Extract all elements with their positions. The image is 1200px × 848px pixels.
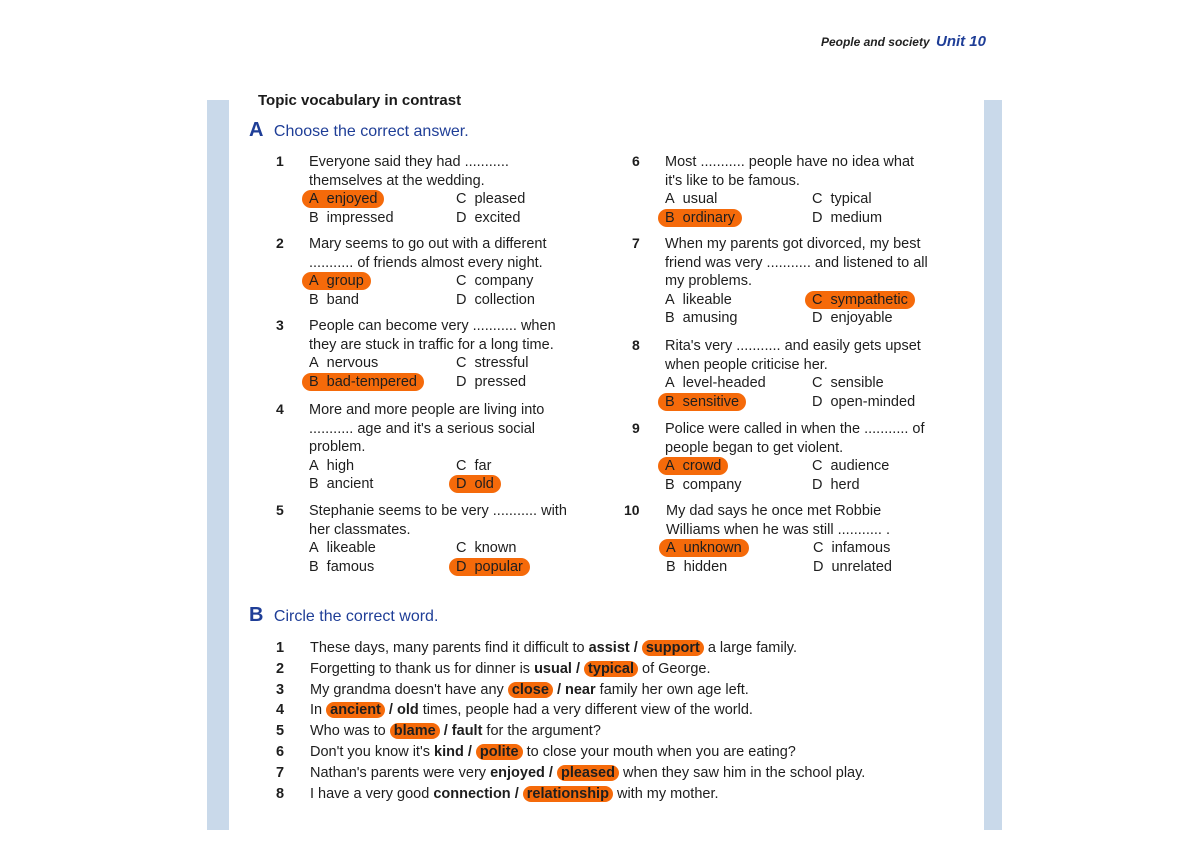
option-b[interactable] bbox=[658, 209, 742, 227]
line-text bbox=[310, 742, 796, 762]
option-text: company bbox=[474, 273, 534, 289]
choice-word-2[interactable]: near bbox=[565, 681, 596, 698]
choice-word-1[interactable]: assist bbox=[588, 640, 630, 656]
option-d[interactable] bbox=[805, 309, 900, 327]
question-number: 9 bbox=[632, 420, 640, 436]
option-c[interactable] bbox=[449, 457, 498, 475]
option-text: usual bbox=[682, 191, 718, 207]
option-letter: B bbox=[309, 291, 319, 308]
header-unit: Unit 10 bbox=[935, 33, 986, 50]
choice-word-2[interactable]: old bbox=[396, 702, 419, 719]
option-letter: A bbox=[309, 355, 319, 371]
line-text-after: with my mother. bbox=[612, 785, 719, 802]
option-a[interactable] bbox=[658, 457, 728, 475]
line-text-after: of George. bbox=[637, 660, 711, 677]
page-title: Topic vocabulary in contrast bbox=[258, 92, 462, 109]
option-a[interactable] bbox=[658, 291, 739, 309]
option-text: crowd bbox=[682, 458, 722, 474]
option-d[interactable] bbox=[449, 209, 527, 227]
question-number: 2 bbox=[276, 235, 284, 251]
line-text bbox=[310, 763, 865, 783]
option-text: sensitive bbox=[682, 393, 740, 410]
question-stem: Mary seems to go out with a different ........... of friends almost every night. bbox=[309, 236, 547, 271]
option-text: herd bbox=[830, 476, 860, 493]
line-text-after: when they saw him in the school play. bbox=[618, 764, 866, 781]
option-d[interactable] bbox=[805, 476, 867, 494]
question-number: 3 bbox=[276, 317, 284, 333]
question-number: 10 bbox=[624, 502, 640, 518]
option-d[interactable] bbox=[449, 558, 530, 576]
option-c[interactable] bbox=[449, 190, 532, 208]
question-number: 1 bbox=[276, 153, 284, 169]
line-text-after: to close your mouth when you are eating? bbox=[522, 744, 796, 760]
option-letter: B bbox=[665, 209, 675, 226]
line-text-before: These days, many parents find it difficult to bbox=[310, 640, 589, 656]
choice-word-1[interactable]: connection bbox=[433, 785, 511, 802]
option-letter: D bbox=[812, 310, 823, 326]
option-c[interactable] bbox=[805, 190, 879, 208]
option-b[interactable] bbox=[302, 558, 381, 576]
option-b[interactable] bbox=[658, 393, 746, 411]
option-a[interactable] bbox=[658, 374, 773, 392]
choice-word-2[interactable]: fault bbox=[451, 723, 483, 740]
option-text: high bbox=[326, 457, 355, 474]
option-letter: D bbox=[812, 476, 823, 493]
header-text: People and society bbox=[820, 35, 930, 49]
option-d[interactable] bbox=[806, 558, 899, 576]
question-number: 8 bbox=[632, 337, 640, 353]
option-a[interactable] bbox=[302, 457, 361, 475]
option-letter: D bbox=[456, 373, 467, 390]
question-stem: Everyone said they had ........... themselves at the wedding. bbox=[309, 154, 509, 189]
choice-separator: / bbox=[544, 764, 557, 781]
option-text: far bbox=[474, 457, 492, 474]
option-text: infamous bbox=[831, 540, 891, 556]
question-stem: Most ........... people have no idea what it's like to be famous. bbox=[665, 154, 915, 189]
option-text: famous bbox=[326, 558, 375, 575]
option-c[interactable] bbox=[806, 539, 897, 557]
line-text-after: times, people had a very different view of the world. bbox=[418, 702, 753, 719]
option-text: group bbox=[326, 273, 364, 289]
line-text bbox=[310, 700, 753, 720]
option-letter: C bbox=[812, 458, 823, 474]
option-b[interactable] bbox=[302, 209, 401, 227]
option-text: impressed bbox=[326, 209, 394, 226]
line-number: 7 bbox=[276, 764, 285, 781]
option-d[interactable] bbox=[449, 291, 542, 309]
option-d[interactable] bbox=[449, 373, 533, 391]
option-text: medium bbox=[830, 209, 883, 226]
running-header bbox=[821, 33, 986, 50]
option-letter: B bbox=[666, 558, 676, 575]
question-number: 7 bbox=[632, 235, 640, 251]
option-b[interactable] bbox=[302, 291, 366, 309]
option-text: stressful bbox=[474, 355, 529, 371]
choice-word-1[interactable]: blame bbox=[390, 723, 440, 739]
line-text-before: In bbox=[310, 702, 327, 719]
option-letter: D bbox=[813, 558, 824, 575]
option-letter: D bbox=[456, 558, 467, 575]
option-text: ancient bbox=[326, 476, 374, 492]
line-number: 8 bbox=[276, 785, 285, 802]
choice-word-2[interactable]: relationship bbox=[523, 786, 613, 802]
option-text: popular bbox=[474, 558, 523, 575]
option-letter: D bbox=[812, 209, 823, 226]
line-text-before: Don't you know it's bbox=[310, 744, 435, 760]
section-b-heading bbox=[249, 604, 438, 627]
option-text: excited bbox=[474, 209, 521, 226]
option-text: typical bbox=[830, 191, 872, 207]
question-stem: Stephanie seems to be very ........... with her classmates. bbox=[309, 503, 567, 538]
line-number: 6 bbox=[276, 744, 285, 760]
option-letter: A bbox=[309, 540, 319, 556]
option-letter: C bbox=[812, 291, 823, 308]
option-text: unknown bbox=[683, 540, 742, 556]
option-text: likeable bbox=[326, 540, 376, 556]
line-text bbox=[310, 659, 711, 679]
line-number: 2 bbox=[276, 660, 285, 677]
option-d[interactable] bbox=[449, 475, 501, 493]
choice-word-2[interactable]: typical bbox=[584, 661, 638, 677]
option-text: enjoyable bbox=[830, 310, 893, 326]
option-letter: D bbox=[456, 209, 467, 226]
choice-separator: / bbox=[571, 660, 585, 677]
choice-separator: / bbox=[629, 640, 642, 656]
line-number: 4 bbox=[276, 702, 285, 719]
option-letter: A bbox=[309, 273, 319, 289]
option-letter: B bbox=[309, 209, 319, 226]
option-a[interactable] bbox=[658, 190, 724, 208]
option-c[interactable] bbox=[805, 457, 896, 475]
choice-word-1[interactable]: usual bbox=[534, 660, 572, 677]
line-text-before: Who was to bbox=[310, 723, 390, 740]
option-d[interactable] bbox=[805, 209, 889, 227]
option-letter: C bbox=[456, 191, 467, 207]
option-letter: A bbox=[665, 375, 675, 391]
option-text: old bbox=[474, 476, 494, 492]
choice-separator: / bbox=[439, 723, 452, 740]
question-number: 4 bbox=[276, 401, 284, 417]
option-letter: D bbox=[456, 476, 467, 492]
line-text bbox=[310, 680, 749, 700]
option-text: company bbox=[682, 476, 742, 493]
option-c[interactable] bbox=[449, 539, 523, 557]
section-b-letter: B bbox=[249, 604, 264, 626]
option-letter: A bbox=[309, 457, 319, 474]
line-text bbox=[310, 638, 797, 658]
section-a-heading bbox=[249, 119, 469, 142]
section-b-title: Circle the correct word. bbox=[273, 608, 439, 625]
choice-word-1[interactable]: kind bbox=[434, 744, 464, 760]
option-a[interactable] bbox=[302, 354, 385, 372]
option-letter: C bbox=[456, 355, 467, 371]
choice-separator: / bbox=[552, 681, 566, 698]
option-text: sensible bbox=[830, 375, 884, 391]
line-text-before: Forgetting to thank us for dinner is bbox=[310, 660, 535, 677]
section-a-title: Choose the correct answer. bbox=[273, 123, 469, 140]
option-letter: B bbox=[665, 476, 675, 493]
option-d[interactable] bbox=[805, 393, 922, 411]
option-b[interactable] bbox=[302, 475, 380, 493]
choice-word-2[interactable]: polite bbox=[476, 744, 523, 760]
option-c[interactable] bbox=[449, 272, 540, 290]
option-text: band bbox=[326, 291, 359, 308]
option-letter: B bbox=[665, 310, 675, 326]
option-text: collection bbox=[474, 291, 535, 308]
line-number: 1 bbox=[276, 640, 285, 656]
line-number: 3 bbox=[276, 681, 285, 698]
option-text: bad-tempered bbox=[326, 373, 417, 390]
option-b[interactable] bbox=[658, 309, 744, 327]
question-number: 5 bbox=[276, 502, 284, 518]
option-c[interactable] bbox=[805, 374, 891, 392]
option-letter: A bbox=[665, 191, 675, 207]
line-text-before: My grandma doesn't have any bbox=[310, 681, 508, 698]
question-stem: Police were called in when the ........... of people began to get violent. bbox=[665, 421, 925, 456]
option-text: hidden bbox=[683, 558, 728, 575]
option-a[interactable] bbox=[659, 539, 749, 557]
left-margin-band bbox=[207, 100, 229, 830]
option-letter: B bbox=[309, 476, 319, 492]
line-text-after: a large family. bbox=[703, 640, 798, 656]
option-text: open-minded bbox=[830, 393, 916, 410]
option-letter: B bbox=[309, 558, 319, 575]
choice-separator: / bbox=[384, 702, 397, 719]
option-letter: C bbox=[813, 540, 824, 556]
option-letter: C bbox=[812, 191, 823, 207]
line-number: 5 bbox=[276, 723, 285, 740]
choice-word-1[interactable]: enjoyed bbox=[490, 764, 545, 781]
question-stem: More and more people are living into ........... age and it's a serious social problem. bbox=[309, 402, 545, 455]
option-a[interactable] bbox=[302, 272, 371, 290]
option-text: amusing bbox=[682, 310, 738, 326]
option-text: ordinary bbox=[682, 209, 736, 226]
choice-separator: / bbox=[510, 785, 523, 802]
option-letter: A bbox=[665, 458, 675, 474]
option-letter: C bbox=[812, 375, 823, 391]
question-stem: People can become very ........... when they are stuck in traffic for a long time. bbox=[309, 318, 556, 353]
choice-word-2[interactable]: pleased bbox=[557, 765, 619, 781]
option-c[interactable] bbox=[449, 354, 535, 372]
option-a[interactable] bbox=[302, 190, 384, 208]
option-text: enjoyed bbox=[326, 191, 378, 207]
option-text: nervous bbox=[326, 355, 379, 371]
right-margin-band bbox=[984, 100, 1002, 830]
question-stem: Rita's very ........... and easily gets upset when people criticise her. bbox=[665, 338, 921, 373]
option-letter: B bbox=[665, 393, 675, 410]
question-stem: When my parents got divorced, my best friend was very ........... and listened to all my problems. bbox=[665, 236, 928, 289]
line-text bbox=[310, 784, 719, 804]
choice-word-2[interactable]: support bbox=[642, 640, 704, 656]
option-a[interactable] bbox=[302, 539, 383, 557]
line-text-after: for the argument? bbox=[482, 723, 601, 740]
choice-word-1[interactable]: close bbox=[508, 682, 553, 698]
option-b[interactable] bbox=[302, 373, 424, 391]
option-letter: D bbox=[456, 291, 467, 308]
option-text: audience bbox=[830, 458, 890, 474]
line-text-before: Nathan's parents were very bbox=[310, 764, 491, 781]
option-letter: A bbox=[666, 540, 676, 556]
question-stem: My dad says he once met Robbie Williams when he was still ........... . bbox=[666, 503, 890, 538]
option-b[interactable] bbox=[658, 476, 749, 494]
option-text: likeable bbox=[682, 291, 732, 308]
option-text: pleased bbox=[474, 191, 526, 207]
option-letter: D bbox=[812, 393, 823, 410]
option-text: pressed bbox=[474, 373, 527, 390]
line-text-before: I have a very good bbox=[310, 785, 434, 802]
option-text: unrelated bbox=[831, 558, 892, 575]
option-letter: C bbox=[456, 457, 467, 474]
option-text: level-headed bbox=[682, 375, 766, 391]
option-letter: A bbox=[665, 291, 675, 308]
line-text bbox=[310, 721, 601, 741]
option-c[interactable] bbox=[805, 291, 915, 309]
section-a-letter: A bbox=[249, 119, 264, 141]
option-text: known bbox=[474, 540, 517, 556]
option-letter: C bbox=[456, 273, 467, 289]
option-letter: C bbox=[456, 540, 467, 556]
option-letter: B bbox=[309, 373, 319, 390]
option-text: sympathetic bbox=[830, 291, 908, 308]
question-number: 6 bbox=[632, 153, 640, 169]
choice-word-1[interactable]: ancient bbox=[326, 702, 385, 718]
option-letter: A bbox=[309, 191, 319, 207]
choice-separator: / bbox=[463, 744, 476, 760]
line-text-after: family her own age left. bbox=[595, 681, 749, 698]
option-b[interactable] bbox=[659, 558, 734, 576]
